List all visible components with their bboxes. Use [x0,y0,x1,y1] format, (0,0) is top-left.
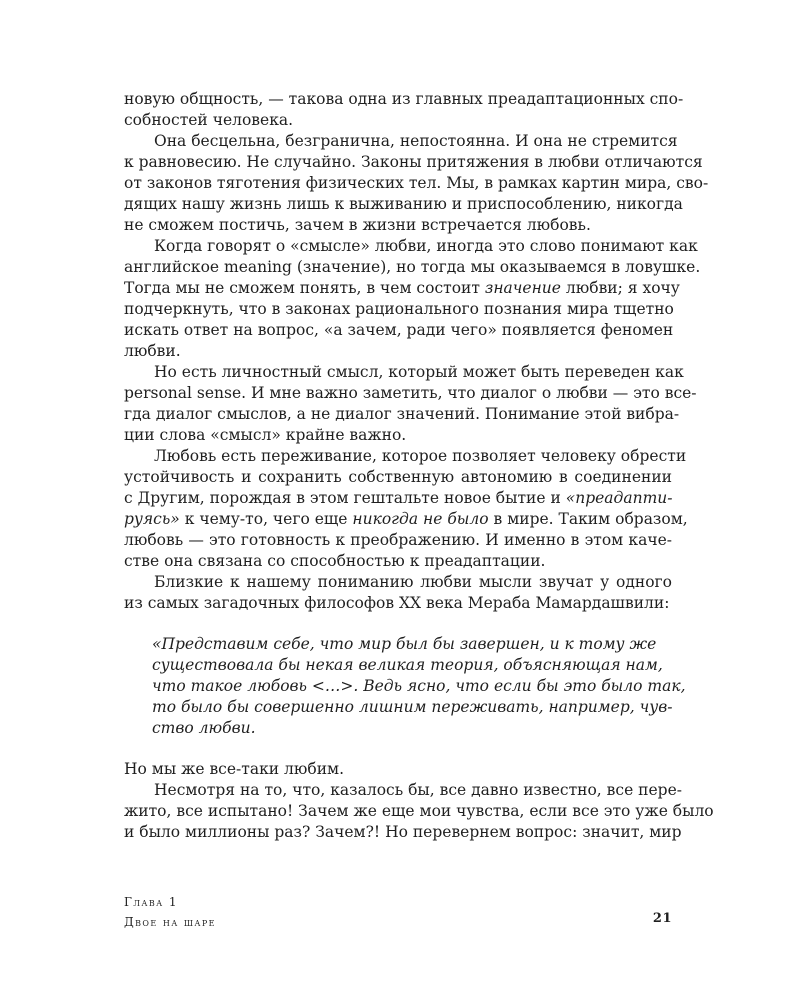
text-run: любви; я хочу [560,279,680,297]
chapter-title: Двое на шаре [124,915,216,929]
page-number: 21 [652,911,672,926]
text-line: не сможем постичь, зачем в жизни встречается любовь. [124,216,591,234]
text-line: от законов тяготения физических тел. Мы, в рамках картин мира, сво- [124,174,709,192]
text-line: стве она связана со способностью к преадаптации. [124,552,546,570]
text-line: personal sense. И мне важно заметить, что диалог о любви — это все- [124,384,697,402]
emphasis: руясь» [124,510,180,528]
text-line: Но мы же все-таки любим. [124,760,345,778]
text-line: Она бесцельна, безгранична, непостоянна. И она не стремится [154,132,678,150]
text-line: подчеркнуть, что в законах рационального познания мира тщетно [124,300,674,318]
emphasis: никогда не было [352,510,489,528]
text-line: из самых загадочных философов XX века Мераба Мамардашвили: [124,594,670,612]
emphasis: значение [484,279,561,297]
text-line [124,278,680,299]
text-line: и было миллионы раз? Зачем?! Но перевернем вопрос: значит, мир [124,823,682,841]
quote-line: существовала бы некая великая теория, объясняющая нам, [152,656,663,674]
text-line: Близкие к нашему пониманию любви мысли звучат у одного [154,573,672,591]
text-line: к равновесию. Не случайно. Законы притяжения в любви отличаются [124,153,703,171]
text-line: дящих нашу жизнь лишь к выживанию и приспособлению, никогда [124,195,683,213]
body-text [124,89,714,843]
text-run: Тогда мы не сможем понять, в чем состоит [124,279,485,297]
running-head [124,892,216,932]
text-line: устойчивость и сохранить собственную автономию в соединении [124,468,672,486]
text-line: гда диалог смыслов, а не диалог значений. Понимание этой вибра- [124,405,680,423]
text-line: ции слова «смысл» крайне важно. [124,426,407,444]
quote-line: то было бы совершенно лишним переживать, например, чув- [152,698,673,716]
text-line: Когда говорят о «смысле» любви, иногда это слово понимают как [154,237,698,255]
spacer [124,739,672,759]
text-line: жито, все испытано! Зачем же еще мои чувства, если все это уже было [124,802,714,820]
text-line: искать ответ на вопрос, «а зачем, ради чего» появляется феномен [124,321,674,339]
quote-line: что такое любовь <…>. Ведь ясно, что если бы это было так, [152,677,686,695]
text-line: собностей человека. [124,111,294,129]
quote-line: «Представим себе, что мир был бы завершен, и к тому же [152,635,657,653]
text-line: Любовь есть переживание, которое позволяет человеку обрести [154,447,687,465]
text-line: новую общность, — такова одна из главных преадаптационных спо- [124,90,684,108]
text-line [124,509,688,530]
quote-line: ство любви. [152,719,256,737]
text-line: любовь — это готовность к преображению. И именно в этом каче- [124,531,672,549]
text-run: в мире. Таким образом, [488,510,688,528]
text-line: любви. [124,342,181,360]
chapter-label: Глава 1 [124,895,178,909]
text-line: английское meaning (значение), но тогда мы оказываемся в ловушке. [124,258,701,276]
text-run: с Другим, порождая в этом гештальте новое бытие и [124,489,566,507]
spacer [124,614,672,634]
text-line: Несмотря на то, что, казалось бы, все давно известно, все пере- [154,781,683,799]
text-line: Но есть личностный смысл, который может быть переведен как [154,363,684,381]
emphasis: «преадапти- [565,489,673,507]
text-run: к чему-то, чего еще [179,510,353,528]
block-quote [124,634,686,739]
text-line [124,488,672,509]
